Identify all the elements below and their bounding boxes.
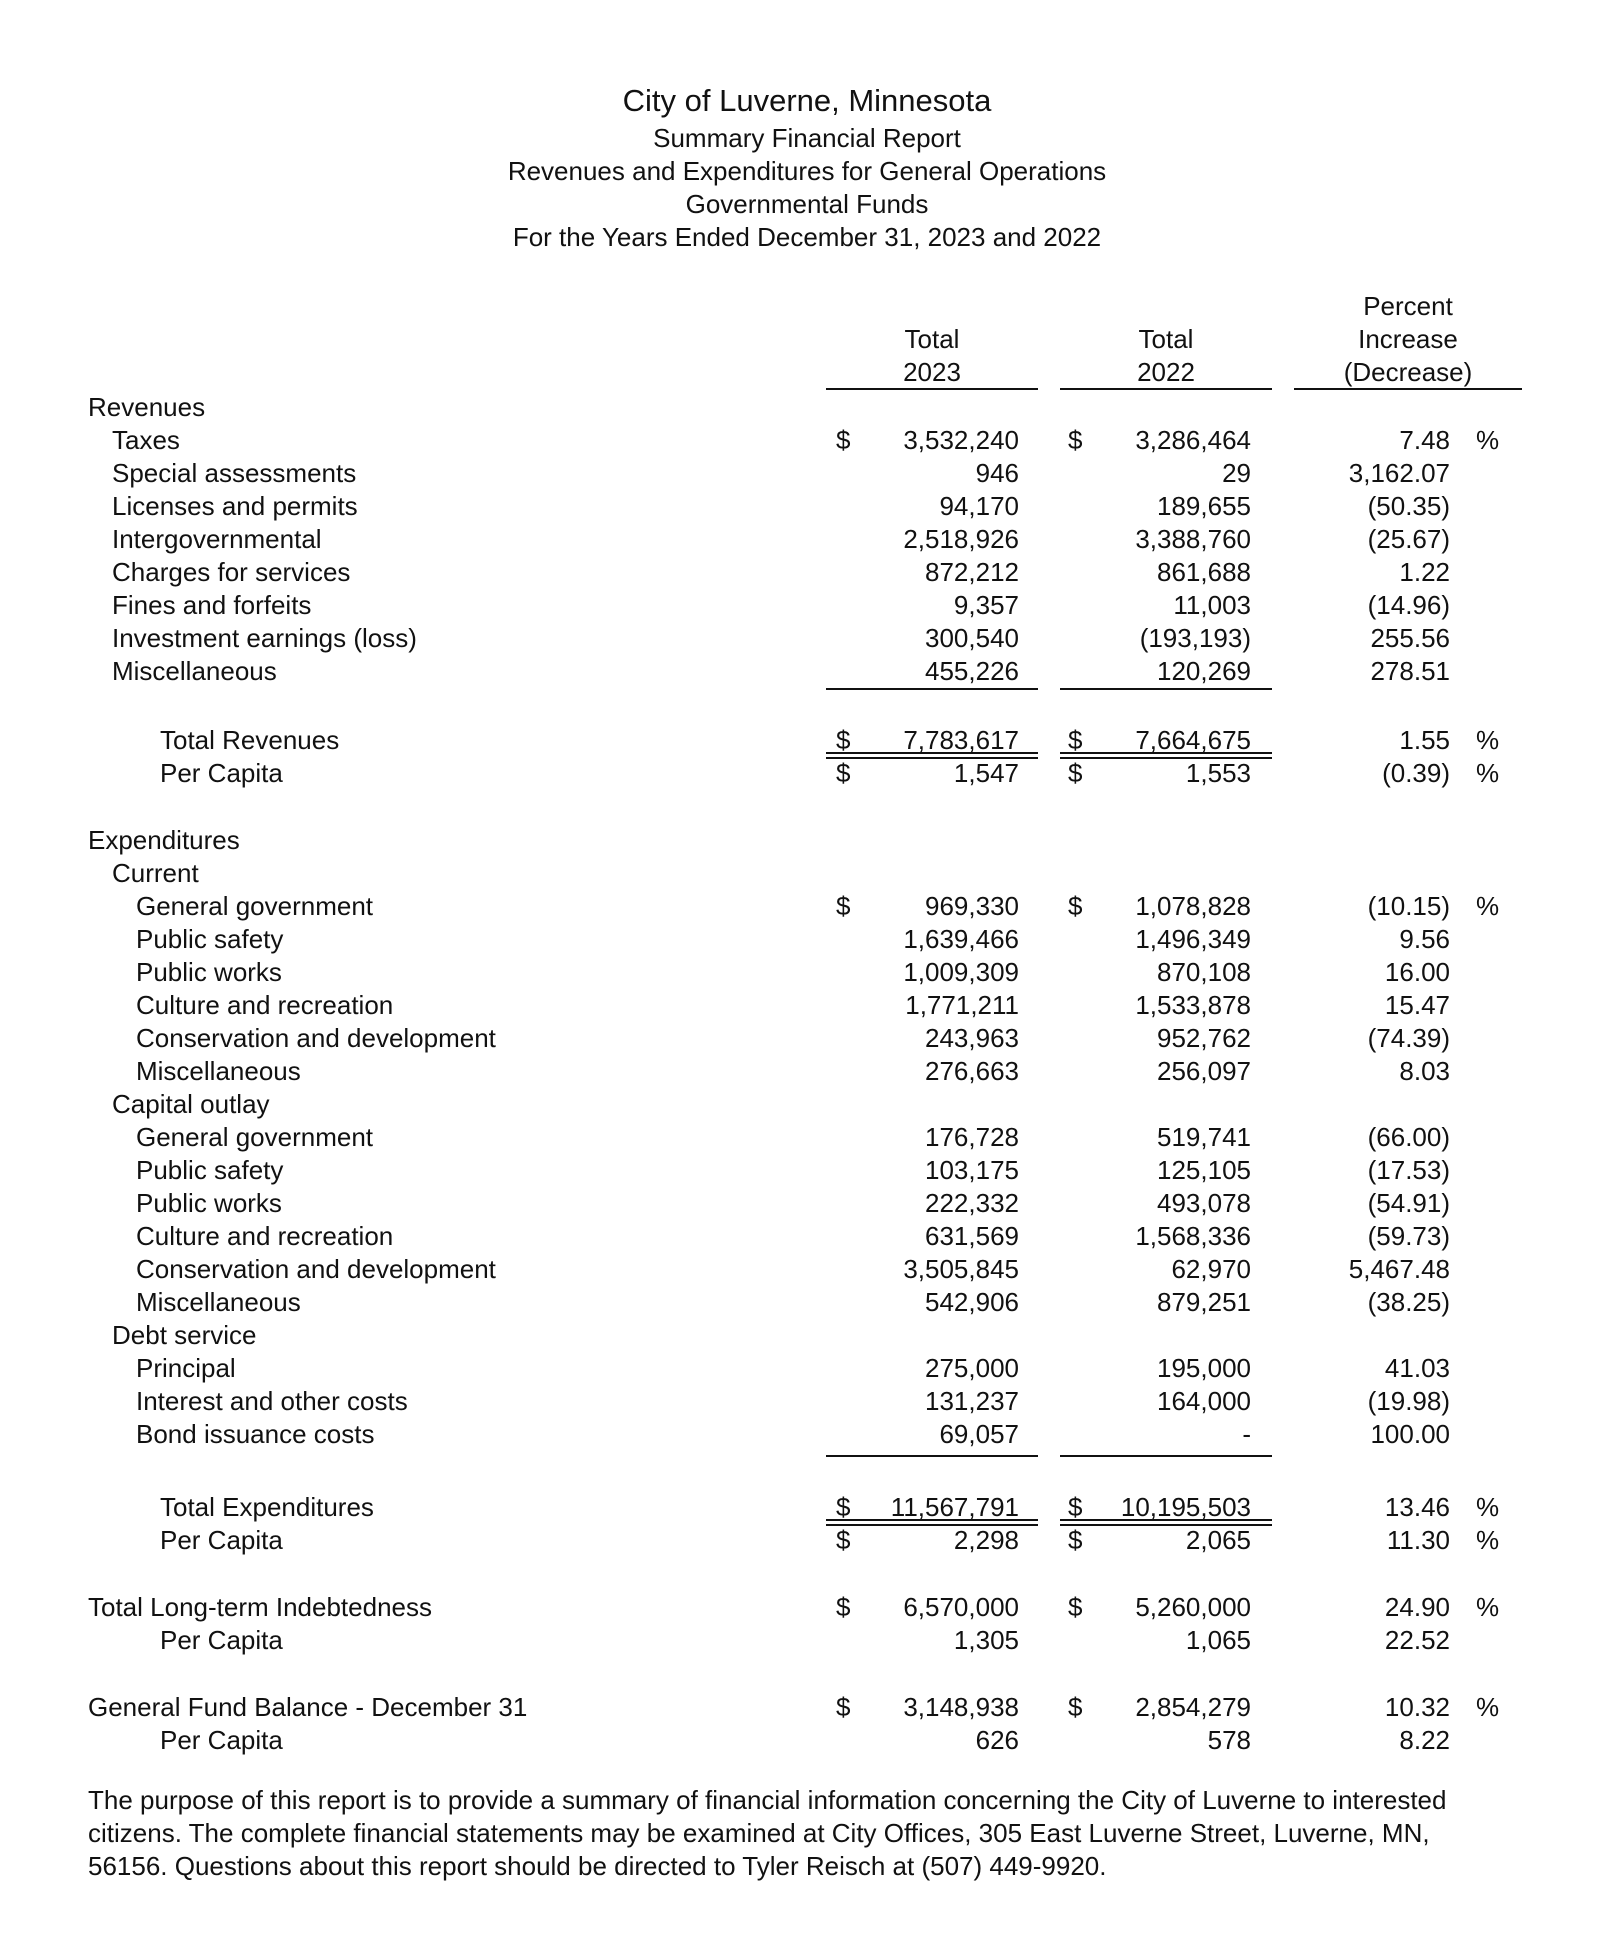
footer-line: citizens. The complete financial statements may be examined at City Offices, 305 East Luverne Street, Luverne, MN, — [88, 1818, 1430, 1848]
value-2023: 275,000 — [925, 1353, 1019, 1383]
report-subtitle-funds: Governmental Funds — [685, 189, 929, 219]
row-label: Charges for services — [112, 557, 351, 587]
value-2023: 626 — [975, 1725, 1019, 1755]
table-row — [0, 457, 1614, 490]
table-row — [0, 1088, 1614, 1121]
percent-change: (14.96) — [1367, 590, 1450, 620]
report-subtitle-scope: Revenues and Expenditures for General Operations — [507, 156, 1107, 186]
value-2022: 1,568,336 — [1135, 1221, 1251, 1251]
currency-symbol-2022: $ — [1068, 1525, 1083, 1555]
total-expenditures-double-rule-2022 — [1060, 1519, 1272, 1526]
table-row — [0, 1491, 1614, 1524]
row-label: Interest and other costs — [136, 1386, 408, 1416]
value-2023: 11,567,791 — [890, 1492, 1019, 1522]
value-2023: 969,330 — [925, 891, 1019, 921]
column-header-2022 — [1060, 323, 1272, 389]
percent-change: 24.90 — [1384, 1592, 1450, 1622]
header-rule-percent — [1294, 388, 1522, 390]
value-2022: 5,260,000 — [1135, 1592, 1251, 1622]
currency-symbol-2023: $ — [836, 1525, 851, 1555]
value-2022: 3,286,464 — [1135, 425, 1251, 455]
table-row — [0, 724, 1614, 757]
percent-change: 15.47 — [1384, 990, 1450, 1020]
value-2022: 3,388,760 — [1135, 524, 1251, 554]
value-2022: 1,553 — [1185, 758, 1251, 788]
percent-change: 41.03 — [1384, 1353, 1450, 1383]
expenditures-subtotal-rule-2023 — [826, 1455, 1038, 1457]
percent-change: 255.56 — [1370, 623, 1450, 653]
currency-symbol-2023: $ — [836, 425, 851, 455]
table-row — [0, 1022, 1614, 1055]
value-2023: 7,783,617 — [903, 725, 1019, 755]
value-2022: 29 — [1222, 458, 1251, 488]
value-2022: 493,078 — [1157, 1188, 1251, 1218]
row-label: Investment earnings (loss) — [112, 623, 417, 653]
currency-symbol-2022: $ — [1068, 425, 1083, 455]
percent-change: 1.55 — [1399, 725, 1450, 755]
column-header-percent-change — [1294, 290, 1522, 389]
value-2022: 952,762 — [1157, 1023, 1251, 1053]
value-2022: - — [1242, 1419, 1251, 1449]
report-subtitle: Summary Financial Report — [653, 123, 961, 153]
value-2022: 2,065 — [1185, 1525, 1251, 1555]
percent-change: 1.22 — [1399, 557, 1450, 587]
row-label: Conservation and development — [136, 1023, 496, 1053]
value-2022: 519,741 — [1157, 1122, 1251, 1152]
table-row — [0, 824, 1614, 857]
table-row — [0, 989, 1614, 1022]
currency-symbol-2022: $ — [1068, 1592, 1083, 1622]
row-label: Fines and forfeits — [112, 590, 312, 620]
currency-symbol-2023: $ — [836, 725, 851, 755]
value-2022: 7,664,675 — [1135, 725, 1251, 755]
column-header-2023-line1: Total — [904, 324, 960, 354]
table-row — [0, 1691, 1614, 1724]
row-label: Intergovernmental — [112, 524, 322, 554]
table-row — [0, 1187, 1614, 1220]
currency-symbol-2022: $ — [1068, 758, 1083, 788]
column-header-2022-line1: Total — [1138, 324, 1194, 354]
row-label: Public works — [136, 1188, 282, 1218]
row-label: Current — [112, 858, 199, 888]
table-row — [0, 956, 1614, 989]
table-row — [0, 1319, 1614, 1352]
row-label: Miscellaneous — [136, 1056, 301, 1086]
table-row — [0, 1624, 1614, 1657]
table-row — [0, 1591, 1614, 1624]
value-2022: (193,193) — [1139, 623, 1251, 653]
currency-symbol-2023: $ — [836, 1492, 851, 1522]
row-label: Debt service — [112, 1320, 257, 1350]
row-label: Conservation and development — [136, 1254, 496, 1284]
row-label: General government — [136, 891, 374, 921]
value-2022: 195,000 — [1157, 1353, 1251, 1383]
value-2023: 69,057 — [939, 1419, 1019, 1449]
row-label: Expenditures — [88, 825, 240, 855]
value-2023: 3,532,240 — [903, 425, 1019, 455]
row-label: Licenses and permits — [112, 491, 358, 521]
value-2023: 1,639,466 — [903, 924, 1019, 954]
row-label: Total Expenditures — [160, 1492, 374, 1522]
revenues-subtotal-rule-2022 — [1060, 688, 1272, 690]
percent-change: 7.48 — [1399, 425, 1450, 455]
table-row — [0, 890, 1614, 923]
footer-line: 56156. Questions about this report should be directed to Tyler Reisch at (507) 449-9920. — [88, 1851, 1107, 1881]
percent-change: 10.32 — [1384, 1692, 1450, 1722]
row-label: Per Capita — [160, 1725, 283, 1755]
value-2023: 1,771,211 — [905, 990, 1019, 1020]
table-row — [0, 1724, 1614, 1757]
value-2022: 256,097 — [1157, 1056, 1251, 1086]
value-2022: 10,195,503 — [1120, 1492, 1251, 1522]
value-2023: 94,170 — [939, 491, 1019, 521]
currency-symbol-2023: $ — [836, 758, 851, 788]
percent-change: 5,467.48 — [1348, 1254, 1450, 1284]
value-2022: 11,003 — [1173, 590, 1251, 620]
table-row — [0, 1418, 1614, 1451]
percent-change: (25.67) — [1367, 524, 1450, 554]
row-label: Per Capita — [160, 758, 283, 788]
row-label: Per Capita — [160, 1525, 283, 1555]
row-label: Principal — [136, 1353, 236, 1383]
table-row — [0, 757, 1614, 790]
row-label: Public safety — [136, 924, 284, 954]
value-2023: 222,332 — [925, 1188, 1019, 1218]
footer-note — [88, 1784, 1528, 1883]
value-2023: 542,906 — [925, 1287, 1019, 1317]
percent-change: 16.00 — [1384, 957, 1450, 987]
table-row — [0, 490, 1614, 523]
percent-sign: % — [1476, 1692, 1500, 1722]
table-row — [0, 1220, 1614, 1253]
value-2023: 131,237 — [925, 1386, 1019, 1416]
row-label: Per Capita — [160, 1625, 283, 1655]
table-row — [0, 1253, 1614, 1286]
value-2023: 631,569 — [925, 1221, 1019, 1251]
value-2023: 2,298 — [953, 1525, 1019, 1555]
value-2022: 62,970 — [1171, 1254, 1251, 1284]
percent-change: 8.22 — [1399, 1725, 1450, 1755]
row-label: Special assessments — [112, 458, 357, 488]
percent-change: (0.39) — [1382, 758, 1450, 788]
table-row — [0, 622, 1614, 655]
percent-sign: % — [1476, 1492, 1500, 1522]
value-2022: 2,854,279 — [1135, 1692, 1251, 1722]
value-2022: 1,065 — [1185, 1625, 1251, 1655]
row-label: Bond issuance costs — [136, 1419, 375, 1449]
table-row — [0, 1055, 1614, 1088]
value-2022: 879,251 — [1157, 1287, 1251, 1317]
percent-change: 100.00 — [1370, 1419, 1450, 1449]
percent-change: 3,162.07 — [1348, 458, 1450, 488]
row-label: Capital outlay — [112, 1089, 270, 1119]
value-2022: 125,105 — [1157, 1155, 1251, 1185]
value-2023: 300,540 — [925, 623, 1019, 653]
currency-symbol-2022: $ — [1068, 891, 1083, 921]
value-2023: 946 — [975, 458, 1019, 488]
row-label: Miscellaneous — [112, 656, 277, 686]
currency-symbol-2022: $ — [1068, 1492, 1083, 1522]
percent-sign: % — [1476, 1592, 1500, 1622]
value-2022: 578 — [1207, 1725, 1251, 1755]
row-label: General government — [136, 1122, 374, 1152]
percent-change: 11.30 — [1386, 1525, 1450, 1555]
currency-symbol-2023: $ — [836, 891, 851, 921]
percent-change: 278.51 — [1370, 656, 1450, 686]
row-label: Taxes — [112, 425, 180, 455]
row-label: Miscellaneous — [136, 1287, 301, 1317]
report-title: City of Luverne, Minnesota — [622, 83, 992, 118]
percent-change: 8.03 — [1399, 1056, 1450, 1086]
expenditures-subtotal-rule-2022 — [1060, 1455, 1272, 1457]
percent-change: (50.35) — [1367, 491, 1450, 521]
table-row — [0, 1154, 1614, 1187]
column-header-percent-line2: Increase — [1358, 324, 1458, 354]
percent-change: (10.15) — [1367, 891, 1450, 921]
percent-sign: % — [1476, 425, 1500, 455]
value-2022: 861,688 — [1157, 557, 1251, 587]
table-row — [0, 655, 1614, 688]
percent-change: (54.91) — [1367, 1188, 1450, 1218]
value-2023: 1,305 — [953, 1625, 1019, 1655]
table-row — [0, 523, 1614, 556]
value-2022: 870,108 — [1157, 957, 1251, 987]
value-2022: 120,269 — [1157, 656, 1251, 686]
currency-symbol-2022: $ — [1068, 1692, 1083, 1722]
value-2023: 103,175 — [925, 1155, 1019, 1185]
row-label: Culture and recreation — [136, 990, 394, 1020]
column-header-percent-line3: (Decrease) — [1343, 357, 1473, 387]
value-2022: 1,078,828 — [1135, 891, 1251, 921]
currency-symbol-2022: $ — [1068, 725, 1083, 755]
percent-change: (74.39) — [1367, 1023, 1450, 1053]
row-label: Public safety — [136, 1155, 284, 1185]
value-2023: 455,226 — [925, 656, 1019, 686]
row-label: Total Long-term Indebtedness — [88, 1592, 432, 1622]
value-2023: 3,505,845 — [903, 1254, 1019, 1284]
percent-change: (59.73) — [1367, 1221, 1450, 1251]
value-2022: 189,655 — [1157, 491, 1251, 521]
report-subtitle-period: For the Years Ended December 31, 2023 and 2022 — [512, 222, 1102, 252]
value-2022: 1,496,349 — [1135, 924, 1251, 954]
value-2023: 1,009,309 — [903, 957, 1019, 987]
value-2023: 276,663 — [925, 1056, 1019, 1086]
value-2022: 164,000 — [1157, 1386, 1251, 1416]
percent-change: 22.52 — [1384, 1625, 1450, 1655]
table-row — [0, 1385, 1614, 1418]
value-2022: 1,533,878 — [1135, 990, 1251, 1020]
percent-sign: % — [1476, 758, 1500, 788]
column-header-percent-line1: Percent — [1363, 291, 1453, 321]
row-label: Revenues — [88, 392, 206, 422]
currency-symbol-2023: $ — [836, 1692, 851, 1722]
row-label: Culture and recreation — [136, 1221, 394, 1251]
table-row — [0, 556, 1614, 589]
header-rule-2022 — [1060, 388, 1272, 390]
table-row — [0, 589, 1614, 622]
percent-change: (66.00) — [1367, 1122, 1450, 1152]
row-label: Public works — [136, 957, 282, 987]
table-row — [0, 1524, 1614, 1557]
total-revenues-double-rule-2023 — [826, 752, 1038, 759]
value-2023: 176,728 — [925, 1122, 1019, 1152]
value-2023: 6,570,000 — [903, 1592, 1019, 1622]
percent-change: (38.25) — [1367, 1287, 1450, 1317]
table-row — [0, 1121, 1614, 1154]
value-2023: 3,148,938 — [903, 1692, 1019, 1722]
value-2023: 9,357 — [953, 590, 1019, 620]
value-2023: 243,963 — [925, 1023, 1019, 1053]
percent-change: (17.53) — [1367, 1155, 1450, 1185]
table-row — [0, 1286, 1614, 1319]
header-rule-2023 — [826, 388, 1038, 390]
percent-change: 13.46 — [1384, 1492, 1450, 1522]
percent-change: 9.56 — [1399, 924, 1450, 954]
percent-sign: % — [1476, 891, 1500, 921]
revenues-subtotal-rule-2023 — [826, 688, 1038, 690]
footer-line: The purpose of this report is to provide a summary of financial information concerning the City of Luverne to interested — [88, 1785, 1447, 1815]
table-row — [0, 1352, 1614, 1385]
column-header-2023-line2: 2023 — [903, 357, 961, 387]
percent-sign: % — [1476, 1525, 1500, 1555]
column-header-2022-line2: 2022 — [1137, 357, 1195, 387]
total-revenues-double-rule-2022 — [1060, 752, 1272, 759]
row-label: Total Revenues — [160, 725, 340, 755]
table-row — [0, 391, 1614, 424]
percent-sign: % — [1476, 725, 1500, 755]
currency-symbol-2023: $ — [836, 1592, 851, 1622]
total-expenditures-double-rule-2023 — [826, 1519, 1038, 1526]
value-2023: 872,212 — [925, 557, 1019, 587]
value-2023: 1,547 — [953, 758, 1019, 788]
percent-change: (19.98) — [1367, 1386, 1450, 1416]
table-row — [0, 424, 1614, 457]
column-header-2023 — [826, 323, 1038, 389]
row-label: General Fund Balance - December 31 — [88, 1692, 528, 1722]
table-row — [0, 857, 1614, 890]
value-2023: 2,518,926 — [903, 524, 1019, 554]
table-row — [0, 923, 1614, 956]
